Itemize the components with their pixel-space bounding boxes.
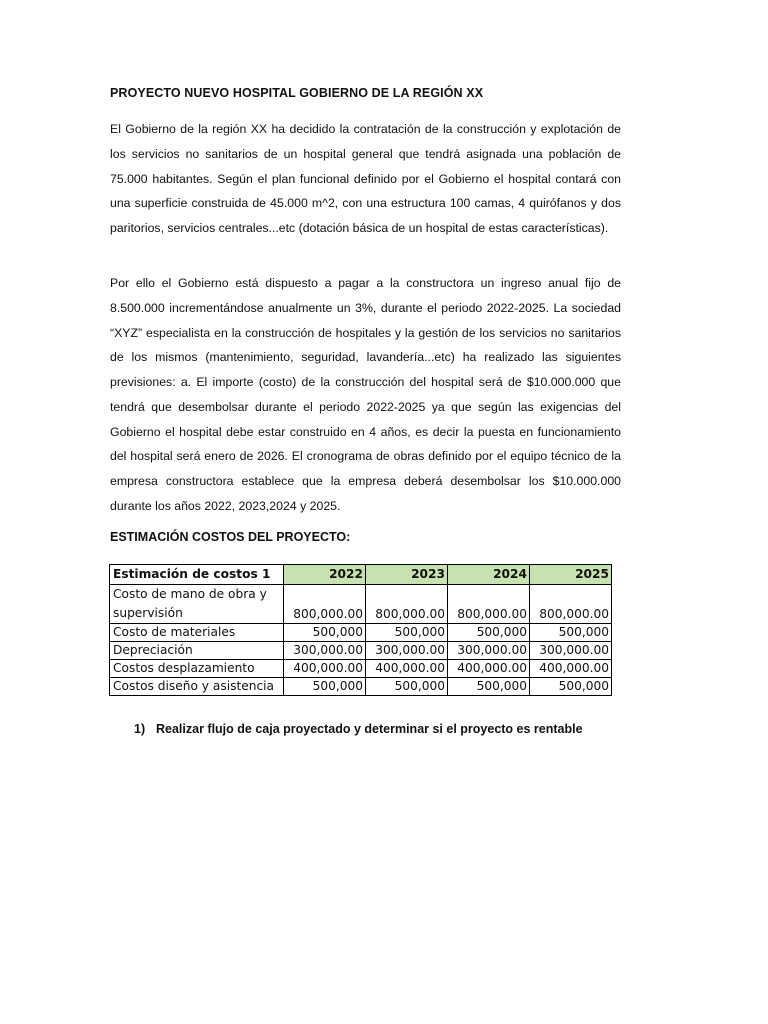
task-item [134,722,583,736]
cell-value: 500,000 [284,624,366,642]
table-header-year: 2022 [284,565,366,585]
row-label: Costos diseño y asistencia [110,678,284,696]
table-header-year: 2025 [530,565,612,585]
cell-value: 300,000.00 [284,642,366,660]
cell-value: 800,000.00 [284,585,366,624]
table-header-year: 2024 [448,565,530,585]
document-title: PROYECTO NUEVO HOSPITAL GOBIERNO DE LA REGIÓN XX [110,86,484,100]
table-row [110,660,612,678]
cell-value: 400,000.00 [366,660,448,678]
cell-value: 500,000 [366,624,448,642]
cell-value: 800,000.00 [448,585,530,624]
table-header-row [110,565,612,585]
cell-value: 400,000.00 [530,660,612,678]
cell-value: 400,000.00 [284,660,366,678]
cell-value: 300,000.00 [530,642,612,660]
task-text: Realizar flujo de caja proyectado y determinar si el proyecto es rentable [156,722,583,736]
cell-value: 500,000 [530,624,612,642]
cell-value: 500,000 [530,678,612,696]
intro-paragraph: El Gobierno de la región XX ha decidido la contratación de la construcción y explotación de los servicios no sanitarios de un hospital general que tendrá asignada una población de 75.000 habitantes. Según el plan funcional definido por el Gobierno el hospital contará con una superficie construida de 45.000 m^2, con una estructura 100 camas, 4 quirófanos y dos paritorios, servicios centrales...etc (dotación básica de un hospital de estas características). [110,122,621,235]
cell-value: 500,000 [448,624,530,642]
row-label: Costos desplazamiento [110,660,284,678]
table-row [110,642,612,660]
details-paragraph: Por ello el Gobierno está dispuesto a pagar a la constructora un ingreso anual fijo de 8.500.000 incrementándose anualmente un 3%, durante el periodo 2022-2025. La sociedad “XYZ” especialista en la construcción de hospitales y la gestión de los servicios no sanitarios de los mismos (mantenimiento, seguridad, lavandería...etc) ha realizado las siguientes previsiones: a. El importe (costo) de la construcción del hospital será de $10.000.000 que tendrá que desembolsar durante el periodo 2022-2025 ya que según las exigencias del Gobierno el hospital debe estar construido en 4 años, es decir la puesta en funcionamiento del hospital será enero de 2026. El cronograma de obras definido por el equipo técnico de la empresa constructora establece que la empresa deberá desembolsar los $10.000.000 durante los años 2022, 2023,2024 y 2025. [110,276,621,513]
table-row [110,585,612,624]
table-row [110,624,612,642]
cell-value: 500,000 [284,678,366,696]
table-header-label: Estimación de costos 1 [110,565,284,585]
table-row [110,678,612,696]
row-label: Costo de materiales [110,624,284,642]
cell-value: 300,000.00 [448,642,530,660]
cell-value: 800,000.00 [530,585,612,624]
cell-value: 800,000.00 [366,585,448,624]
cell-value: 500,000 [366,678,448,696]
table-header-year: 2023 [366,565,448,585]
cell-value: 400,000.00 [448,660,530,678]
row-label: Costo de mano de obra y supervisión [110,585,284,624]
cost-estimate-table [109,564,612,696]
task-number: 1) [134,722,146,736]
section-heading: ESTIMACIÓN COSTOS DEL PROYECTO: [110,530,351,544]
cell-value: 300,000.00 [366,642,448,660]
row-label: Depreciación [110,642,284,660]
cell-value: 500,000 [448,678,530,696]
